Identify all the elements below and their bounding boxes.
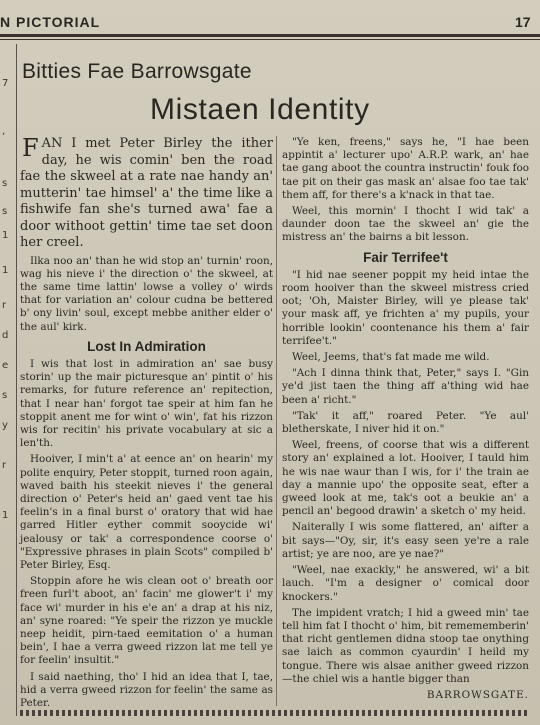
paragraph: Hooiver, I min't a' at eence an' on hearin' my polite enquiry, Peter stoppit, turned roon again, waved baith his steekit nieves i' the general direction o' Peter's heid an' gaed vent tae his feelin's in a final burst o' oratory that wid hae garred Hitler eyther commit sooycide wi' jealousy or tak' a correspondence coorse o' "Expressive phrases in plain Scots" compiled b' Peter Birley, Esq. (20, 453, 273, 571)
margin-fragment: , (2, 126, 6, 137)
margin-fragment: y (2, 420, 8, 431)
paragraph: I said naething, tho' I hid an idea that I, tae, hid a verra gweed rizzon for feelin' the same as Peter. (20, 670, 273, 709)
bottom-border (20, 710, 530, 716)
previous-page-fragments (0, 60, 16, 720)
subheading: Fair Terrifee't (363, 249, 448, 265)
paragraph: "Tak' it aff," roared Peter. "Ye aul' bletherskate, I niver hid it on." (282, 409, 529, 436)
page-header (0, 8, 540, 34)
subheading: Lost In Admiration (87, 338, 206, 354)
paragraph: "Ye ken, freens," says he, "I hae been appintit a' lecturer upo' A.R.P. wark, an' hae tae gang aboot the countra instructin' fouk foo tae pit on their gas mask an' alsae foo tae tak' them aff, for there's a k'nack in that tae. (282, 136, 529, 201)
margin-fragment: 1 (2, 230, 9, 241)
paragraph: "Weel, nae exackly," he answered, wi' a bit lauch. "I'm a designer o' comical door knockers." (282, 564, 529, 603)
paragraph: Weel, freens, of coorse that wis a different story an' explained a lot. Hooiver, I tauld him he wis nae waur than I wis, for i' the train ae day a mannie upo' the opposite seat, efter a gweed look at me, tak's oot a beukie an' a pencil an' begood drawin' a sketch o' my heid. (282, 439, 529, 518)
header-rule (0, 34, 540, 37)
article-headline: Mistaen Identity (150, 93, 370, 126)
author-signoff: BARROWSGATE. (426, 688, 529, 701)
drop-cap: F (22, 134, 39, 162)
paragraph: Naiterally I wis some flattered, an' aifter a bit says—"Oy, sir, it's easy seen ye're a rale artist; ye are noo, are ye nae?" (282, 521, 529, 560)
paragraph: I wis that lost in admiration an' sae busy storin' up the mair picturesque an' pintit o' his remarks, for future reference an' repitection, that I near han' forgot tae speir at him fan he stoppit anent me for wint o' win', fat his rizzon wis for recitin' his private vocabulary at sic a len'th. (20, 357, 273, 450)
margin-fragment: 1 (2, 510, 9, 521)
paragraph: Ilka noo an' than he wid stop an' turnin' roon, wag his nieve i' the direction o' the skweel, at the same time lattin' lowse a volley o' wirds that for variation an' colour cudna be bettered b' ony livin' soul, except mebbe anither elder o' the aul' kirk. (20, 254, 273, 333)
header-rule-thin (0, 39, 540, 40)
margin-fragment: 1 (2, 265, 9, 276)
margin-fragment: d (2, 330, 9, 341)
margin-fragment: s (2, 178, 8, 189)
margin-fragment: e (2, 360, 9, 371)
lead-paragraph (20, 136, 273, 252)
lead-text: AN I met Peter Birley the ither day, he wis comin' ben the road fae the skweel at a rate nae handy an' mutterin' tae himsel' a' the time like a fishwife fan she's turned awa' fae a door withoot gettin' time tae set doon her creel. (20, 136, 273, 250)
paragraph: Weel, Jeems, that's fat made me wild. (292, 351, 490, 364)
margin-fragment: r (2, 300, 7, 311)
margin-fragment: r (2, 460, 7, 471)
margin-fragment: s (2, 390, 8, 401)
paragraph: Stoppin afore he wis clean oot o' breath oor freen furl't aboot, an' facin' me glower't i' my face wi' murder in his e'e an' a drap at his niz, an' syne roared: "Ye speir the rizzon ye muckle neep heidit, pirn-taed eemitation o' a human bein', I hae a verra gweed rizzon lat me tell ye for feelin' insultit." (20, 575, 273, 667)
paragraph: The impident vratch; I hid a gweed min' tae tell him fat I thocht o' him, bit remememberin' that richt gentlemen didna stoop tae onything sae laich as common cyaurdin' I heild my tongue. There wis alsae anither gweed rizzon—the chiel wis a hantle bigger than (282, 606, 529, 685)
margin-rule (16, 44, 17, 716)
column-divider (276, 136, 277, 706)
publication-name: N PICTORIAL (0, 14, 101, 30)
margin-fragment: s (2, 206, 8, 217)
paragraph: Weel, this mornin' I thocht I wid tak' a daunder doon tae the skweel an' gie the mistress an' the bairns a bit lesson. (282, 205, 529, 244)
page-number: 17 (515, 14, 531, 30)
paragraph: "I hid nae seener poppit my heid intae the room hooiver than the skweel mistress cried oot; 'Oh, Maister Birley, will ye please tak' your mask aff, ye frichten a' my pupils, your horrible lookin' coontenance his them a' fair terrifee't." (282, 268, 529, 347)
article-column-2 (282, 136, 529, 702)
article-column-1 (20, 136, 273, 713)
margin-fragment: 7 (2, 78, 9, 89)
paragraph: "Ach I dinna think that, Peter," says I. "Gin ye'd jist taen the thing aff a'thing wid hae been a' richt." (282, 367, 529, 406)
article-kicker: Bitties Fae Barrowsgate (22, 60, 252, 83)
